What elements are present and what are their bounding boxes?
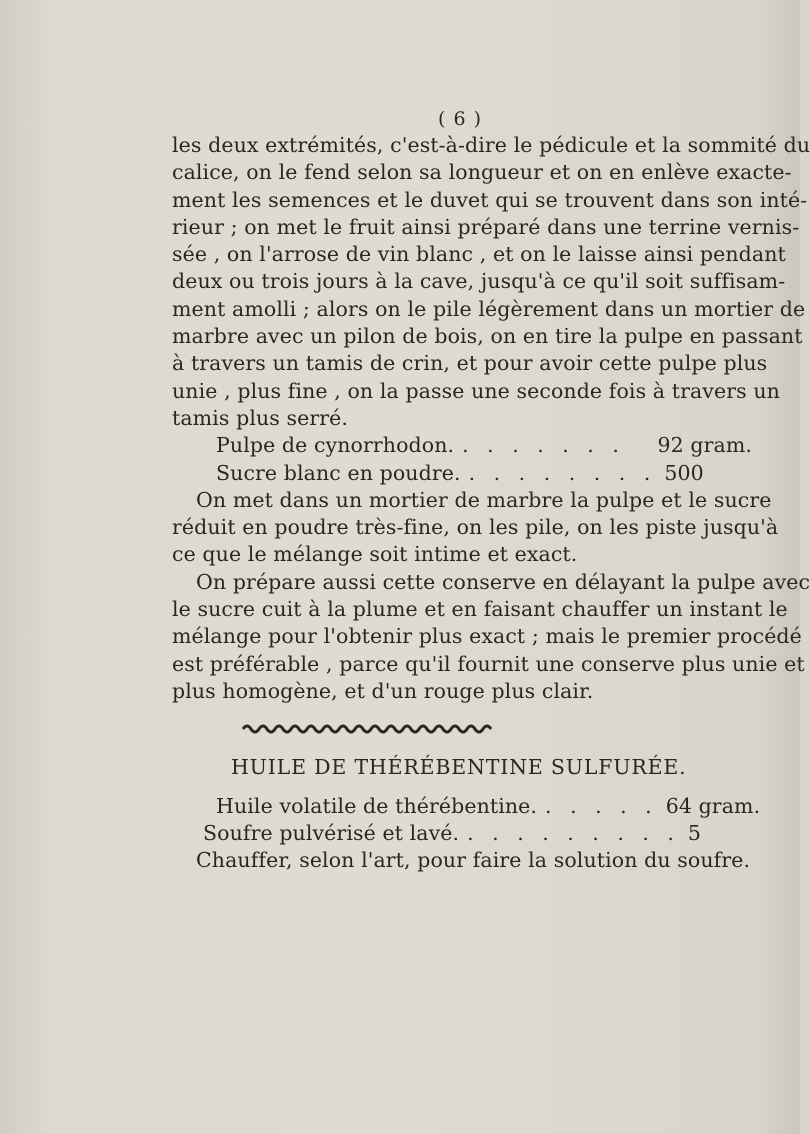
text-line: unie , plus fine , on la passe une seconde fois à travers un bbox=[172, 378, 780, 403]
page-content bbox=[172, 106, 810, 875]
paragraph-method bbox=[172, 487, 779, 569]
recipe-line-huile bbox=[216, 793, 761, 820]
section-title: HUILE DE THÉRÉBENTINE SULFURÉE. bbox=[231, 754, 687, 779]
text-line: On prépare aussi cette conserve en délayant la pulpe avec bbox=[196, 569, 810, 594]
text-line: sée , on l'arrose de vin blanc , et on le laisse ainsi pendant bbox=[172, 242, 786, 267]
text-line: les deux extrémités, c'est-à-dire le pédicule et la sommité du bbox=[172, 133, 810, 157]
recipe-list bbox=[172, 793, 761, 848]
recipe-line-sucre bbox=[216, 460, 704, 487]
text-line: est préférable , parce qu'il fournit une conserve plus unie et bbox=[172, 651, 805, 676]
ingredient-quantity: 5 bbox=[687, 821, 702, 846]
leader-dots: . . . . . . . bbox=[462, 433, 625, 458]
ingredient-quantity: 500 bbox=[664, 460, 704, 485]
text-line: rieur ; on met le fruit ainsi préparé dans une terrine vernis- bbox=[172, 214, 800, 239]
ingredient-quantity: 64 gram. bbox=[665, 793, 761, 818]
text-line: ce que le mélange soit intime et exact. bbox=[172, 542, 578, 567]
text-line: calice, on le fend selon sa longueur et on en enlève exacte- bbox=[172, 160, 792, 185]
recipe-line-soufre bbox=[203, 820, 702, 847]
text-line: à travers un tamis de crin, et pour avoir cette pulpe plus bbox=[172, 351, 768, 376]
recipe-line-pulpe bbox=[216, 432, 752, 459]
leader-dots: . . . . . bbox=[545, 793, 658, 818]
ingredient-name: Soufre pulvérisé et lavé. bbox=[203, 821, 460, 846]
text-line: deux ou trois jours à la cave, jusqu'à ce qu'il soit suffisam- bbox=[172, 269, 786, 294]
ingredient-quantity: 92 gram. bbox=[657, 433, 752, 458]
ingredient-name: Pulpe de cynorrhodon. bbox=[216, 433, 455, 458]
decorative-rule bbox=[243, 722, 491, 736]
final-instruction: Chauffer, selon l'art, pour faire la solution du soufre. bbox=[196, 848, 751, 873]
page-number: ( 6 ) bbox=[438, 108, 482, 130]
paragraph-alternative bbox=[172, 569, 810, 705]
paragraph-preparation bbox=[172, 132, 810, 432]
text-line: réduit en poudre très-fine, on les pile, on les piste jusqu'à bbox=[172, 515, 779, 540]
ingredient-name: Sucre blanc en poudre. bbox=[216, 460, 461, 485]
text-line: marbre avec un pilon de bois, on en tire la pulpe en passant bbox=[172, 324, 803, 349]
text-line: On met dans un mortier de marbre la pulpe et le sucre bbox=[196, 487, 772, 512]
text-line: plus homogène, et d'un rouge plus clair. bbox=[172, 678, 594, 703]
text-line: tamis plus serré. bbox=[172, 405, 349, 430]
text-line: ment amolli ; alors on le pile légèrement dans un mortier de bbox=[172, 296, 806, 321]
leader-dots: . . . . . . . . bbox=[468, 460, 657, 485]
ingredient-name: Huile volatile de thérébentine. bbox=[216, 793, 538, 818]
leader-dots: . . . . . . . . . bbox=[467, 821, 680, 846]
text-line: le sucre cuit à la plume et en faisant chauffer un instant le bbox=[172, 597, 788, 622]
text-line: mélange pour l'obtenir plus exact ; mais le premier procédé bbox=[172, 624, 802, 649]
text-line: ment les semences et le duvet qui se trouvent dans son inté- bbox=[172, 187, 808, 212]
